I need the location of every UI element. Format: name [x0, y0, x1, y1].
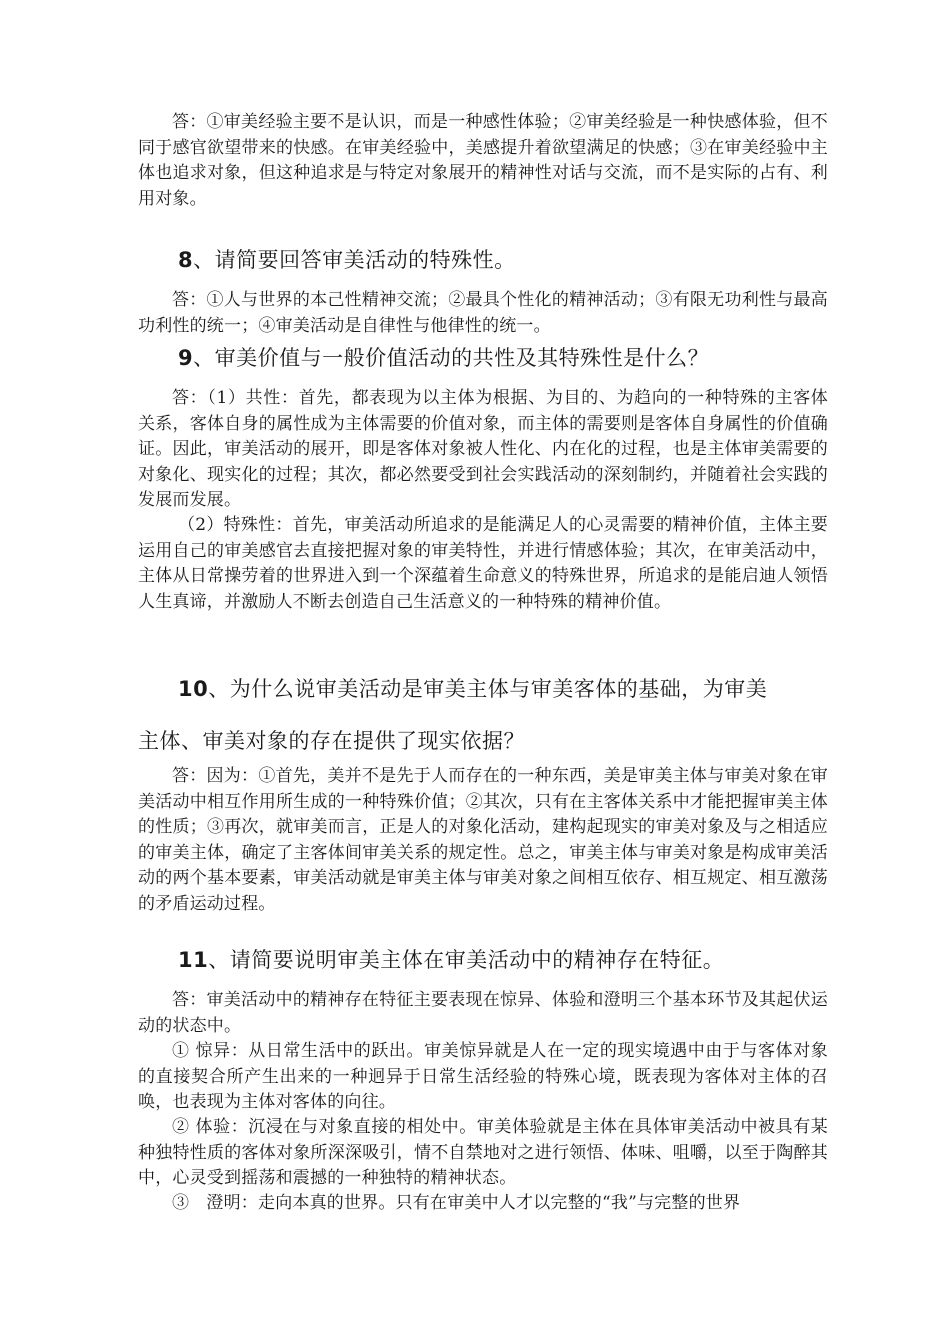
question-11-number: 11: [178, 948, 209, 972]
question-8-number: 8: [178, 248, 194, 272]
answer-11-clarity-paragraph: ③ 澄明：走向本真的世界。只有在审美中人才以完整的“我”与完整的世界: [172, 1193, 741, 1213]
question-8-text: 、请简要回答审美活动的特殊性。: [193, 248, 516, 272]
question-10-heading-line1: [138, 674, 828, 704]
answer-9-specificity-paragraph: （2）特殊性：首先，审美活动所追求的是能满足人的心灵需要的精神价值，主体主要运用自己的审美感官去直接把握对象的审美特性，并进行情感体验；其次，在审美活动中，主体从日常操劳着的世界进入到一个深蕴着生命意义的特殊世界，所追求的是能启迪人领悟人生真谛，并激励人不断去创造自己生活意义的一种特殊的精神价值。: [138, 515, 828, 612]
question-10-number: 10: [178, 677, 209, 701]
answer-8-paragraph: 答：①人与世界的本己性精神交流；②最具个性化的精神活动；③有限无功利性与最高功利性的统一；④审美活动是自律性与他律性的统一。: [138, 290, 828, 336]
answer-7-paragraph: 答：①审美经验主要不是认识，而是一种感性体验；②审美经验是一种快感体验，但不同于感官欲望带来的快感。在审美经验中，美感提升着欲望满足的快感；③在审美经验中主体也追求对象，但这种追求是与特定对象展开的精神性对话与交流，而不是实际的占有、利用对象。: [138, 112, 828, 209]
question-10-text: 、为什么说审美活动是审美主体与审美客体的基础，为审美: [208, 677, 768, 701]
answer-10-paragraph: 答：因为：①首先，美并不是先于人而存在的一种东西，美是审美主体与审美对象在审美活动中相互作用所生成的一种特殊价值；②其次，只有在主客体关系中才能把握审美主体的性质；③再次，就审美而言，正是人的对象化活动，建构起现实的审美对象及与之相适应的审美主体，确定了主客体间审美关系的规定性。总之，审美主体与审美对象是构成审美活动的两个基本要素，审美活动就是审美主体与审美对象之间相互依存、相互规定、相互激荡的矛盾运动过程。: [138, 766, 828, 914]
question-9-text: 、审美价值与一般价值活动的共性及其特殊性是什么？: [193, 346, 710, 370]
answer-9-commonality-paragraph: 答：（1）共性：首先，都表现为以主体为根据、为目的、为趋向的一种特殊的主客体关系，客体自身的属性成为主体需要的价值对象，而主体的需要则是客体自身属性的价值确证。因此，审美活动的展开，即是客体对象被人性化、内在化的过程，也是主体审美需要的对象化、现实化的过程；其次，都必然要受到社会实践活动的深刻制约，并随着社会实践的发展而发展。: [138, 388, 828, 510]
question-11-heading: [138, 945, 828, 975]
question-9-heading: [138, 343, 828, 373]
answer-11-experience-paragraph: ② 体验：沉浸在与对象直接的相处中。审美体验就是主体在具体审美活动中被具有某种独特性质的客体对象所深深吸引，情不自禁地对之进行领悟、体味、咀嚼，以至于陶醉其中，心灵受到摇荡和震撼的一种独特的精神状态。: [138, 1117, 828, 1188]
question-9-number: 9: [178, 346, 194, 370]
question-10-heading-line2: 主体、审美对象的存在提供了现实依据？: [138, 729, 525, 753]
question-8-heading: [138, 245, 828, 275]
answer-11-wonder-paragraph: ① 惊异：从日常生活中的跃出。审美惊异就是人在一定的现实境遇中由于与客体对象的直接契合所产生出来的一种迥异于日常生活经验的特殊心境，既表现为客体对主体的召唤，也表现为主体对客体的向往。: [138, 1041, 828, 1112]
question-11-text: 、请简要说明审美主体在审美活动中的精神存在特征。: [208, 948, 725, 972]
answer-11-intro-paragraph: 答：审美活动中的精神存在特征主要表现在惊异、体验和澄明三个基本环节及其起伏运动的状态中。: [138, 990, 828, 1036]
